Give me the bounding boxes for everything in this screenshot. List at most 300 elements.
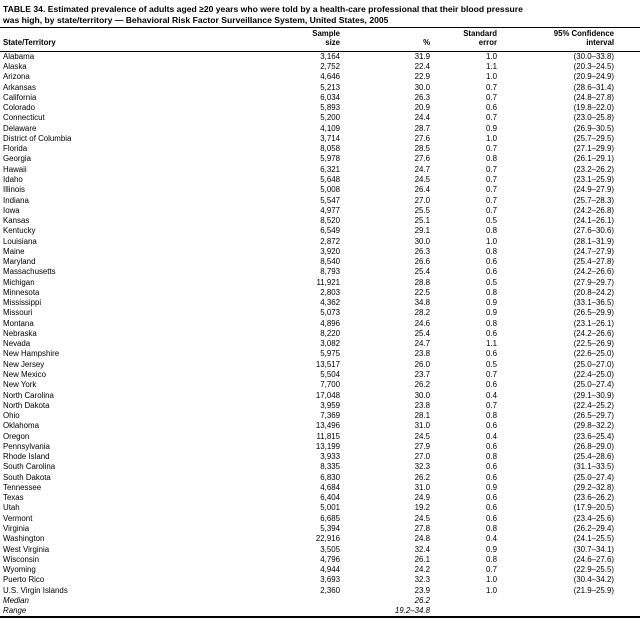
cell-confidence-interval: (28.6–31.4) <box>573 82 614 92</box>
table-row <box>0 452 640 462</box>
cell-standard-error: 0.6 <box>486 493 497 503</box>
cell-percent: 23.8 <box>414 400 430 410</box>
table-row <box>0 175 640 185</box>
cell-state: California <box>3 92 37 102</box>
cell-percent: 27.0 <box>414 195 430 205</box>
cell-sample-size: 7,700 <box>320 380 340 390</box>
table-row <box>0 319 640 329</box>
cell-standard-error: 0.8 <box>486 154 497 164</box>
cell-confidence-interval: (21.9–25.9) <box>573 585 614 595</box>
cell-percent: 26.4 <box>414 185 430 195</box>
cell-state: Alabama <box>3 51 35 61</box>
cell-percent: 31.9 <box>414 51 430 61</box>
cell-standard-error: 0.7 <box>486 92 497 102</box>
cell-sample-size: 6,404 <box>320 493 340 503</box>
cell-state: Puerto Rico <box>3 575 45 585</box>
cell-state: North Dakota <box>3 400 50 410</box>
cell-percent: 24.5 <box>414 513 430 523</box>
cell-confidence-interval: (26.9–30.5) <box>573 123 614 133</box>
cell-standard-error: 0.5 <box>486 277 497 287</box>
cell-state: Indiana <box>3 195 29 205</box>
cell-confidence-interval: (23.4–25.6) <box>573 513 614 523</box>
cell-confidence-interval: (25.7–28.3) <box>573 195 614 205</box>
cell-confidence-interval: (23.1–26.1) <box>573 318 614 328</box>
cell-state: Michigan <box>3 277 35 287</box>
cell-sample-size: 8,220 <box>320 328 340 338</box>
cell-confidence-interval: (30.4–34.2) <box>573 575 614 585</box>
cell-confidence-interval: (23.1–25.9) <box>573 174 614 184</box>
table-row <box>0 216 640 226</box>
cell-confidence-interval: (27.1–29.9) <box>573 144 614 154</box>
table-row <box>0 257 640 267</box>
cell-percent: 24.2 <box>414 565 430 575</box>
cell-percent: 26.3 <box>414 92 430 102</box>
header-percent: % <box>340 28 430 51</box>
table-row <box>0 83 640 93</box>
cell-sample-size: 3,920 <box>320 246 340 256</box>
table-row <box>0 165 640 175</box>
cell-standard-error: 0.8 <box>486 318 497 328</box>
cell-standard-error: 0.6 <box>486 103 497 113</box>
table-row <box>0 411 640 421</box>
cell-sample-size: 4,109 <box>320 123 340 133</box>
cell-sample-size: 4,646 <box>320 72 340 82</box>
cell-standard-error: 0.7 <box>486 174 497 184</box>
cell-sample-size: 5,213 <box>320 82 340 92</box>
cell-standard-error: 0.8 <box>486 452 497 462</box>
cell-standard-error: 0.7 <box>486 195 497 205</box>
cell-standard-error <box>430 596 497 606</box>
table-row <box>0 391 640 401</box>
cell-state: North Carolina <box>3 390 54 400</box>
summary-row <box>0 606 640 617</box>
table-row <box>0 288 640 298</box>
cell-sample-size: 8,520 <box>320 216 340 226</box>
cell-percent: 25.1 <box>414 216 430 226</box>
cell-sample-size: 3,505 <box>320 544 340 554</box>
cell-percent: 24.9 <box>414 493 430 503</box>
cell-percent: 19.2 <box>414 503 430 513</box>
cell-state: Arkansas <box>3 82 36 92</box>
cell-state: Rhode Island <box>3 452 50 462</box>
cell-confidence-interval: (26.8–29.0) <box>573 441 614 451</box>
cell-percent: 25.4 <box>414 328 430 338</box>
cell-state: Vermont <box>3 513 33 523</box>
cell-standard-error: 0.7 <box>486 113 497 123</box>
cell-percent: 29.1 <box>414 226 430 236</box>
cell-confidence-interval: (24.2–26.6) <box>573 328 614 338</box>
cell-state: New York <box>3 380 37 390</box>
cell-percent: 24.5 <box>414 431 430 441</box>
cell-sample-size: 8,540 <box>320 257 340 267</box>
cell-percent: 30.0 <box>414 82 430 92</box>
cell-sample-size: 2,360 <box>320 585 340 595</box>
cell-state: Tennessee <box>3 482 42 492</box>
table-title-line1: TABLE 34. Estimated prevalence of adults aged ≥20 years who were told by a health-care professional that their blood pressure <box>3 4 523 14</box>
header-sample-size: Sample size <box>296 28 340 51</box>
cell-confidence-interval: (20.9–24.9) <box>573 72 614 82</box>
cell-confidence-interval: (20.8–24.2) <box>573 287 614 297</box>
cell-percent: 22.4 <box>414 62 430 72</box>
cell-standard-error: 0.6 <box>486 257 497 267</box>
cell-percent: 24.4 <box>414 113 430 123</box>
cell-confidence-interval: (20.3–24.5) <box>573 62 614 72</box>
cell-sample-size: 2,752 <box>320 62 340 72</box>
cell-confidence-interval: (30.7–34.1) <box>573 544 614 554</box>
table-row <box>0 339 640 349</box>
cell-percent: 28.1 <box>414 411 430 421</box>
cell-state: Kansas <box>3 216 30 226</box>
cell-state: Maryland <box>3 257 36 267</box>
cell-state: Florida <box>3 144 28 154</box>
cell-percent: 26.2 <box>414 472 430 482</box>
cell-standard-error: 1.1 <box>486 62 497 72</box>
cell-sample-size: 4,977 <box>320 205 340 215</box>
cell-percent: 30.0 <box>414 236 430 246</box>
cell-state: South Carolina <box>3 462 56 472</box>
table-row <box>0 278 640 288</box>
cell-percent: 24.7 <box>414 339 430 349</box>
cell-confidence-interval: (27.9–29.7) <box>573 277 614 287</box>
cell-confidence-interval: (29.2–32.8) <box>573 482 614 492</box>
cell-sample-size: 3,164 <box>320 51 340 61</box>
cell-confidence-interval: (17.9–20.5) <box>573 503 614 513</box>
cell-state: U.S. Virgin Islands <box>3 585 68 595</box>
cell-standard-error: 0.4 <box>486 534 497 544</box>
cell-standard-error: 0.6 <box>486 441 497 451</box>
cell-sample-size: 6,549 <box>320 226 340 236</box>
cell-state: Nebraska <box>3 328 37 338</box>
table-row <box>0 247 640 257</box>
table-row <box>0 154 640 164</box>
cell-percent: 23.8 <box>414 349 430 359</box>
cell-confidence-interval: (27.6–30.6) <box>573 226 614 236</box>
cell-confidence-interval: (26.1–29.1) <box>573 154 614 164</box>
cell-percent: 28.8 <box>414 277 430 287</box>
cell-percent: 24.7 <box>414 164 430 174</box>
cell-confidence-interval: (29.1–30.9) <box>573 390 614 400</box>
cell-confidence-interval: (24.2–26.8) <box>573 205 614 215</box>
cell-state: Illinois <box>3 185 25 195</box>
table-row <box>0 237 640 247</box>
cell-sample-size: 5,200 <box>320 113 340 123</box>
cell-state: Oklahoma <box>3 421 39 431</box>
cell-standard-error: 0.9 <box>486 544 497 554</box>
table-row <box>0 432 640 442</box>
header-standard-error: Standard error <box>430 28 497 51</box>
cell-percent: 20.9 <box>414 103 430 113</box>
cell-standard-error: 0.5 <box>486 216 497 226</box>
cell-confidence-interval: (25.4–27.8) <box>573 257 614 267</box>
table-row <box>0 51 640 62</box>
cell-standard-error: 0.6 <box>486 513 497 523</box>
header-confidence-interval: 95% Confidence interval <box>497 28 640 51</box>
cell-state: Massachusetts <box>3 267 56 277</box>
cell-standard-error: 0.8 <box>486 246 497 256</box>
cell-percent: 28.5 <box>414 144 430 154</box>
table-row <box>0 206 640 216</box>
cell-standard-error: 0.7 <box>486 400 497 410</box>
cell-sample-size: 5,504 <box>320 370 340 380</box>
cell-sample-size: 8,335 <box>320 462 340 472</box>
cell-percent: 27.6 <box>414 133 430 143</box>
cell-confidence-interval: (22.6–25.0) <box>573 349 614 359</box>
cell-state: New Jersey <box>3 359 45 369</box>
table-row <box>0 360 640 370</box>
cell-state: Missouri <box>3 308 33 318</box>
cell-sample-size: 5,975 <box>320 349 340 359</box>
table-body <box>0 51 640 617</box>
table-row <box>0 124 640 134</box>
table-row <box>0 421 640 431</box>
cell-percent: 27.9 <box>414 441 430 451</box>
cell-confidence-interval: (19.8–22.0) <box>573 103 614 113</box>
cell-confidence-interval: (24.7–27.9) <box>573 246 614 256</box>
cell-sample-size: 8,058 <box>320 144 340 154</box>
cell-percent: 24.8 <box>414 534 430 544</box>
cell-sample-size: 3,933 <box>320 452 340 462</box>
cell-state: Wisconsin <box>3 554 39 564</box>
table-row <box>0 185 640 195</box>
cell-confidence-interval: (30.0–33.8) <box>573 51 614 61</box>
cell-standard-error <box>430 606 497 617</box>
table-row <box>0 545 640 555</box>
cell-percent: 19.2–34.8 <box>394 606 430 616</box>
cell-state: Range <box>3 606 27 616</box>
cell-standard-error: 0.7 <box>486 185 497 195</box>
table-title-line2: was high, by state/territory — Behavioral Risk Factor Surveillance System, United States, 2005 <box>3 14 389 25</box>
cell-state: Wyoming <box>3 565 36 575</box>
cell-state: Maine <box>3 246 25 256</box>
cell-standard-error: 1.0 <box>486 585 497 595</box>
cell-confidence-interval: (33.1–36.5) <box>573 298 614 308</box>
cell-sample-size: 13,199 <box>315 441 340 451</box>
cell-standard-error: 0.6 <box>486 472 497 482</box>
cell-sample-size: 17,048 <box>315 390 340 400</box>
cell-state: Oregon <box>3 431 30 441</box>
table-row <box>0 380 640 390</box>
cell-state: Median <box>3 595 29 605</box>
table-row <box>0 93 640 103</box>
cell-confidence-interval: (24.8–27.8) <box>573 92 614 102</box>
cell-confidence-interval: (25.0–27.4) <box>573 472 614 482</box>
cell-standard-error: 0.8 <box>486 554 497 564</box>
table-row <box>0 103 640 113</box>
cell-percent: 28.2 <box>414 308 430 318</box>
table-row <box>0 349 640 359</box>
cell-sample-size: 5,978 <box>320 154 340 164</box>
cell-standard-error: 0.8 <box>486 287 497 297</box>
cell-state: Alaska <box>3 62 27 72</box>
table-title <box>0 0 640 28</box>
cell-confidence-interval: (24.1–25.5) <box>573 534 614 544</box>
cell-confidence-interval: (23.6–25.4) <box>573 431 614 441</box>
cell-confidence-interval: (26.2–29.4) <box>573 524 614 533</box>
cell-percent: 22.5 <box>414 287 430 297</box>
cell-percent: 26.2 <box>414 380 430 390</box>
cell-percent: 31.0 <box>414 421 430 431</box>
table-header <box>0 28 640 51</box>
cell-state: Texas <box>3 493 24 503</box>
cell-standard-error: 0.4 <box>486 390 497 400</box>
cell-standard-error: 1.0 <box>486 72 497 82</box>
table-row <box>0 370 640 380</box>
cell-state: Utah <box>3 503 20 513</box>
cell-standard-error: 0.9 <box>486 298 497 308</box>
cell-standard-error: 1.1 <box>486 339 497 349</box>
cell-confidence-interval: (25.7–29.5) <box>573 133 614 143</box>
cell-confidence-interval: (25.0–27.4) <box>573 380 614 390</box>
cell-state: Washington <box>3 534 45 544</box>
cell-percent: 31.0 <box>414 482 430 492</box>
cell-confidence-interval: (23.6–26.2) <box>573 493 614 503</box>
table-row <box>0 473 640 483</box>
cell-percent: 27.8 <box>414 524 430 533</box>
table-row <box>0 298 640 308</box>
cell-confidence-interval: (23.2–26.2) <box>573 164 614 174</box>
cell-percent: 22.9 <box>414 72 430 82</box>
cell-standard-error: 0.7 <box>486 144 497 154</box>
cell-state: Virginia <box>3 524 30 533</box>
cell-state: Idaho <box>3 174 23 184</box>
table-row <box>0 483 640 493</box>
table-row <box>0 267 640 277</box>
cell-sample-size: 5,008 <box>320 185 340 195</box>
cell-percent: 24.6 <box>414 318 430 328</box>
table-row <box>0 308 640 318</box>
cell-percent: 26.3 <box>414 246 430 256</box>
cell-confidence-interval: (22.5–26.9) <box>573 339 614 349</box>
cell-state: Kentucky <box>3 226 36 236</box>
cell-percent: 26.2 <box>414 595 430 605</box>
cell-percent: 26.0 <box>414 359 430 369</box>
cell-state: Delaware <box>3 123 37 133</box>
cell-sample-size: 5,893 <box>320 103 340 113</box>
cell-sample-size: 5,648 <box>320 174 340 184</box>
table-row <box>0 401 640 411</box>
cell-standard-error: 0.8 <box>486 411 497 421</box>
cell-standard-error: 1.0 <box>486 575 497 585</box>
cell-standard-error: 0.8 <box>486 524 497 533</box>
cell-sample-size: 2,872 <box>320 236 340 246</box>
cell-percent: 25.5 <box>414 205 430 215</box>
cell-confidence-interval: (24.2–26.6) <box>573 267 614 277</box>
cell-percent: 25.4 <box>414 267 430 277</box>
cell-standard-error: 0.6 <box>486 380 497 390</box>
cell-standard-error: 0.6 <box>486 328 497 338</box>
cell-sample-size: 8,793 <box>320 267 340 277</box>
cell-state: Colorado <box>3 103 36 113</box>
header-state-territory: State/Territory <box>0 28 296 51</box>
cell-state: Iowa <box>3 205 20 215</box>
cell-standard-error: 0.8 <box>486 226 497 236</box>
table-row <box>0 134 640 144</box>
header-row <box>0 28 640 51</box>
cell-confidence-interval: (22.9–25.5) <box>573 565 614 575</box>
cell-state: Hawaii <box>3 164 27 174</box>
cell-confidence-interval: (22.4–25.0) <box>573 370 614 380</box>
cell-confidence-interval <box>497 606 640 617</box>
cell-sample-size: 6,321 <box>320 164 340 174</box>
cell-percent: 26.1 <box>414 554 430 564</box>
cell-sample-size: 22,916 <box>315 534 340 544</box>
cell-state: Nevada <box>3 339 31 349</box>
cell-confidence-interval: (24.6–27.6) <box>573 554 614 564</box>
table-row <box>0 144 640 154</box>
table-row <box>0 442 640 452</box>
cell-sample-size: 6,685 <box>320 513 340 523</box>
cell-sample-size: 3,714 <box>320 133 340 143</box>
cell-percent: 28.7 <box>414 123 430 133</box>
cell-confidence-interval: (28.1–31.9) <box>573 236 614 246</box>
table-row <box>0 72 640 82</box>
cell-state: District of Columbia <box>3 133 72 143</box>
cell-state: Montana <box>3 318 34 328</box>
cell-confidence-interval: (31.1–33.5) <box>573 462 614 472</box>
cell-state: Minnesota <box>3 287 40 297</box>
cell-state: Georgia <box>3 154 32 164</box>
table-row <box>0 555 640 565</box>
cell-standard-error: 0.6 <box>486 421 497 431</box>
cell-confidence-interval: (25.0–27.0) <box>573 359 614 369</box>
cell-sample-size <box>296 596 340 606</box>
cell-state: Connecticut <box>3 113 45 123</box>
cell-standard-error: 0.7 <box>486 205 497 215</box>
table-row <box>0 586 640 596</box>
table-row <box>0 62 640 72</box>
cell-sample-size: 4,684 <box>320 482 340 492</box>
cell-standard-error: 0.6 <box>486 349 497 359</box>
cell-confidence-interval: (25.4–28.6) <box>573 452 614 462</box>
cell-sample-size: 4,896 <box>320 318 340 328</box>
table-row <box>0 503 640 513</box>
table-row <box>0 113 640 123</box>
cell-standard-error: 0.6 <box>486 503 497 513</box>
cell-sample-size: 11,815 <box>316 431 340 441</box>
cell-standard-error: 0.7 <box>486 164 497 174</box>
cell-standard-error: 0.6 <box>486 462 497 472</box>
cell-confidence-interval: (26.5–29.9) <box>573 308 614 318</box>
cell-sample-size: 7,369 <box>320 411 340 421</box>
table-row <box>0 534 640 544</box>
table-row <box>0 565 640 575</box>
prevalence-table <box>0 28 640 618</box>
cell-standard-error: 0.9 <box>486 123 497 133</box>
table-row <box>0 226 640 236</box>
cell-sample-size: 5,547 <box>320 195 340 205</box>
cell-confidence-interval: (26.5–29.7) <box>573 411 614 421</box>
table-row <box>0 493 640 503</box>
cell-percent: 32.3 <box>414 575 430 585</box>
cell-standard-error: 1.0 <box>486 51 497 61</box>
cell-sample-size: 3,959 <box>320 400 340 410</box>
cell-standard-error: 0.9 <box>486 482 497 492</box>
table-row <box>0 196 640 206</box>
cell-standard-error: 0.6 <box>486 267 497 277</box>
cell-standard-error: 0.7 <box>486 565 497 575</box>
cell-percent: 32.3 <box>414 462 430 472</box>
cell-confidence-interval <box>497 596 640 606</box>
cell-percent: 24.5 <box>414 174 430 184</box>
cell-state: Pennsylvania <box>3 441 50 451</box>
table-row <box>0 575 640 585</box>
cell-sample-size: 3,082 <box>320 339 340 349</box>
cell-sample-size: 4,944 <box>320 565 340 575</box>
table-row <box>0 524 640 534</box>
cell-percent: 27.0 <box>414 452 430 462</box>
cell-standard-error: 0.9 <box>486 308 497 318</box>
cell-state: West Virginia <box>3 544 50 554</box>
